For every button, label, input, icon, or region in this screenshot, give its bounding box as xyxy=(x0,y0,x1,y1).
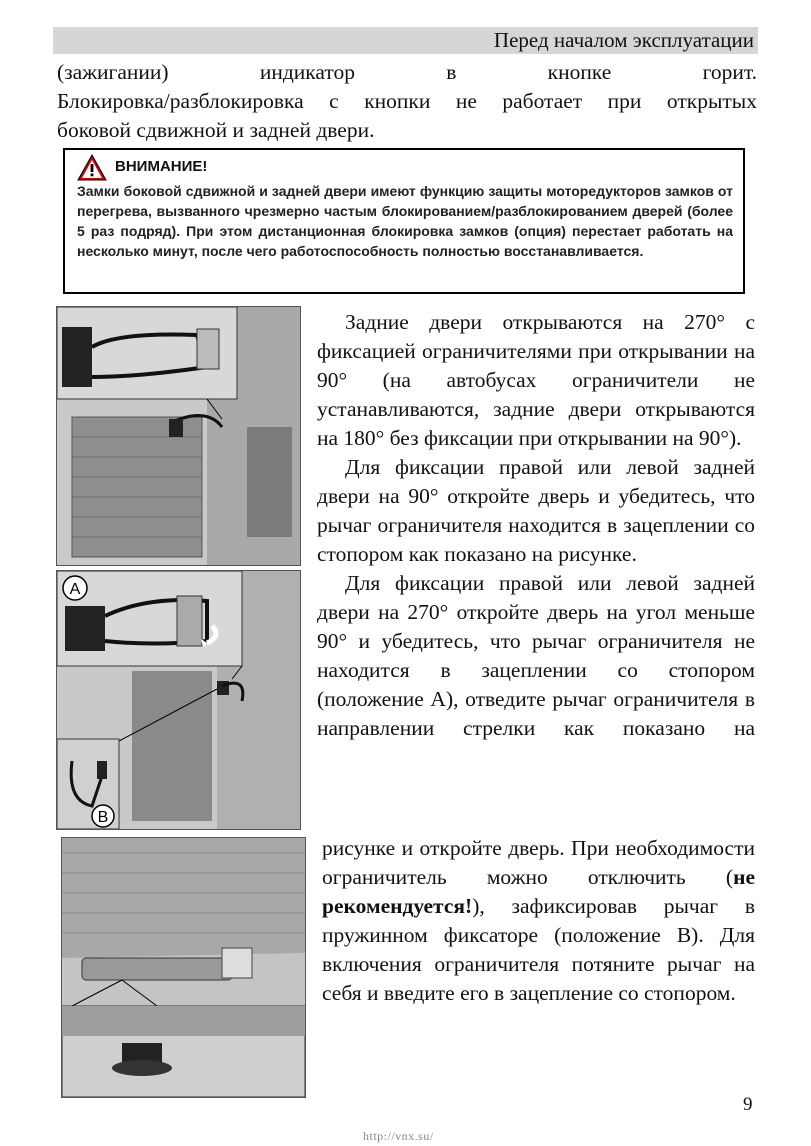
word: (зажигании) xyxy=(57,60,169,84)
section-title: Перед началом эксплуатации xyxy=(493,28,754,52)
page-number: 9 xyxy=(743,1094,753,1115)
figure-limiter-positions xyxy=(56,570,301,830)
label-b: B xyxy=(97,809,109,826)
paragraph-1: Задние двери открываются на 270° с фиксацией ограничителями при открывании на 90° (на автобусах ограничители не устанавливаются, задние двери открываются на 180° без фиксации при открывании на 90°). xyxy=(317,310,755,450)
door-hinge-illustration xyxy=(57,307,300,565)
paragraph-2: Для фиксации правой или левой задней двери на 90° откройте дверь и убедитесь, что рычаг ограничителя находится в зацеплении со стопором как показано на рисунке. xyxy=(317,455,755,566)
p4-end: ), зафиксировав рычаг в пружинном фиксаторе (положение В). Для включения ограничителя потяните рычаг на себя и введите его в зацепление со стопором. xyxy=(322,894,755,1005)
warning-title: ВНИМАНИЕ! xyxy=(115,158,208,175)
figure-door-hinge xyxy=(56,306,301,566)
figure-door-stopper xyxy=(61,837,306,1098)
top-line-3: боковой сдвижной и задней двери. xyxy=(57,118,375,142)
warning-box xyxy=(63,148,745,294)
paragraph-4 xyxy=(322,834,755,1008)
top-line-2: Блокировка/разблокировка с кнопки не работает при открытых xyxy=(57,89,757,113)
footer-url: http://vnx.su/ xyxy=(363,1129,434,1143)
body-column-1 xyxy=(317,308,755,743)
stopper-illustration xyxy=(62,838,305,1097)
page-header xyxy=(53,27,758,54)
word: кнопке xyxy=(547,60,612,84)
top-line-1 xyxy=(57,58,757,87)
word: индикатор xyxy=(259,60,356,84)
body-column-2 xyxy=(322,834,755,1008)
word: горит. xyxy=(702,60,758,84)
p4-start: рисунке и откройте дверь. При необходимости ограничитель можно отключить ( xyxy=(322,836,755,889)
label-a: A xyxy=(69,581,81,598)
word: в xyxy=(446,60,457,84)
not-recommended-emphasis: не рекомендуется! xyxy=(322,865,755,918)
top-paragraph xyxy=(57,58,757,145)
warning-text: Замки боковой сдвижной и задней двери имеют функцию защиты моторедукторов замков от перегрева, вызванного чрезмерно частым блокированием/разблокированием дверей (более 5 раз подряд). При этом дистанционная блокировка замков (опция) перестает работать на несколько минут, после чего работоспособность полностью восстанавливается. xyxy=(77,183,733,259)
warning-triangle-icon xyxy=(77,154,107,181)
limiter-illustration xyxy=(57,571,300,829)
paragraph-3: Для фиксации правой или левой задней двери на 270° откройте дверь на угол меньше 90° и убедитесь, что рычаг ограничителя не находится в зацеплении со стопором (положение А), отведите рычаг ограничителя в направлении стрелки как показано на xyxy=(317,571,755,740)
